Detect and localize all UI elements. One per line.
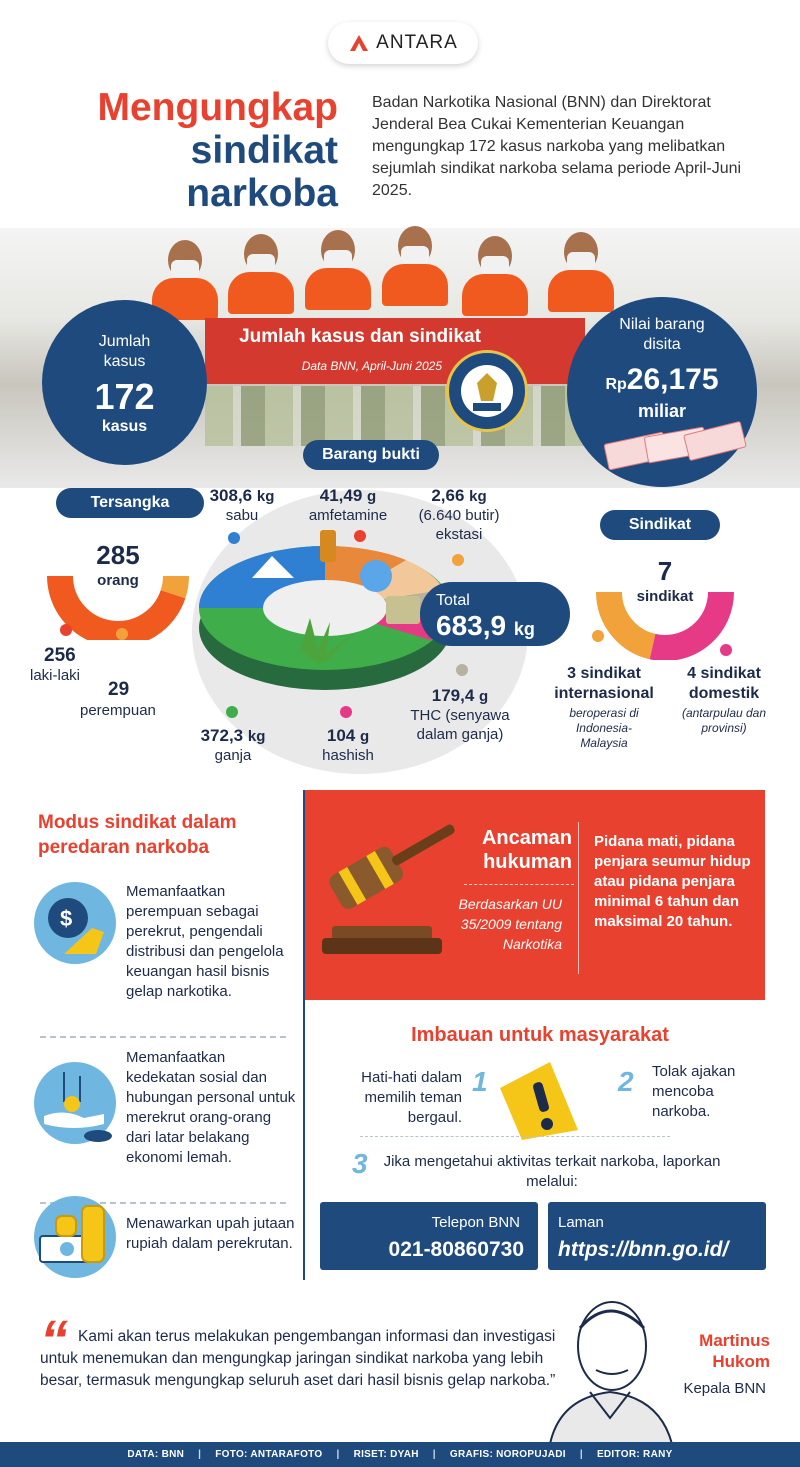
ekstasi-value: 2,66 [431, 486, 465, 505]
suspects-unit: orang [97, 572, 139, 589]
credit-graphic: GRAFIS: NOROPUJADI [449, 1449, 566, 1460]
suspects-total: 285 [96, 540, 140, 570]
domestic-note: (antarpulau dan provinsi) [681, 706, 767, 735]
syndicate-pill: Sindikat [600, 510, 720, 540]
credit-data: DATA: BNN [127, 1449, 185, 1460]
threat-penalty: Pidana mati, pidana penjara seumur hidup atau pidana penjara minimal 6 tahun dan maksimal 20 tahun. [594, 833, 751, 930]
suspect-figure [382, 226, 448, 306]
title-line-2: sindikat [190, 129, 338, 172]
amfetamine-unit: g [367, 488, 377, 505]
threat-divider [464, 884, 574, 885]
suspect-figure [228, 234, 294, 314]
credit-research: RISET: DYAH [353, 1449, 419, 1460]
amfetamine-value: 41,49 [319, 486, 363, 505]
web-link[interactable]: https://bnn.go.id/ [558, 1238, 729, 1261]
amfetamine-bottle-icon [320, 530, 336, 562]
syndicate-total: 7 [657, 556, 673, 586]
seized-value-label: Nilai barang disita [619, 316, 705, 353]
threat-law: Berdasarkan UU 35/2009 tentang Narkotika [458, 896, 562, 952]
money-heel-icon [34, 882, 116, 964]
web-label: Laman [558, 1214, 604, 1231]
total-unit: kg [513, 619, 535, 639]
logo-text: ANTARA [376, 32, 458, 53]
total-label: Total [436, 592, 470, 609]
phone-label: Telepon BNN [431, 1214, 520, 1231]
female-value: 29 [108, 679, 130, 700]
thc-label [405, 686, 515, 744]
gavel-icon [312, 808, 462, 968]
svg-text:$: $ [60, 906, 73, 931]
credits-footer [0, 1442, 800, 1467]
evidence-total [420, 582, 570, 646]
credit-separator: | [432, 1449, 436, 1460]
title-line-3: narkoba [186, 172, 338, 215]
modus-item-1: Memanfaatkan perempuan sebagai perekrut, pengendali distribusi dan pengelola keuangan hasil bisnis gelap narkotika. [126, 883, 284, 1000]
currency: Rp [605, 376, 627, 393]
ganja-value: 372,3 [200, 726, 244, 745]
seized-value-unit: miliar [637, 401, 687, 421]
sabu-unit: kg [256, 488, 275, 505]
sabu-value: 308,6 [209, 486, 253, 505]
advice-item-2: Tolak ajakan mencoba narkoba. [652, 1063, 736, 1120]
threat-title: Ancaman hukuman [481, 827, 572, 873]
cases-circle [42, 300, 207, 465]
credit-separator: | [579, 1449, 583, 1460]
total-value [436, 610, 535, 642]
female-label: perempuan [80, 702, 156, 719]
suspects-pill: Tersangka [56, 488, 204, 518]
ekstasi-marker [452, 554, 464, 566]
international-note: beroperasi di Indonesia-Malaysia [569, 706, 639, 750]
thc-marker [456, 664, 468, 676]
title-line-1: Mengungkap [97, 86, 338, 129]
ekstasi-unit: kg [469, 488, 487, 505]
domestic-title: 4 sindikat domestik [687, 665, 761, 702]
amfetamine-name: amfetamine [308, 507, 388, 524]
hashish-unit: g [359, 728, 370, 745]
sabu-marker [228, 532, 240, 544]
modus-item-2: Memanfaatkan kedekatan sosial dan hubungan personal untuk merekrut orang-orang dari latar belakang ekonomi lemah. [126, 1049, 296, 1166]
advice-title: Imbauan untuk masyarakat [411, 1024, 669, 1046]
bnn-seal-icon [446, 350, 528, 432]
evidence-pill: Barang bukti [303, 440, 439, 470]
syndicate-unit: sindikat [636, 588, 694, 605]
seized-value-amount [567, 363, 757, 397]
credit-separator: | [336, 1449, 340, 1460]
thc-value: 179,4 [431, 686, 475, 705]
international-syndicate [548, 664, 660, 751]
hashish-label [303, 726, 393, 765]
female-marker [116, 628, 128, 640]
coins-cash-icon [34, 1196, 116, 1278]
modus-title: Modus sindikat dalam peredaran narkoba [38, 812, 237, 858]
speaker-portrait [540, 1288, 680, 1444]
phone-number[interactable]: 021-80860730 [388, 1238, 524, 1261]
ganja-name: ganja [214, 747, 252, 764]
puppet-hand-icon [34, 1062, 116, 1144]
quote-text: Kami akan terus melakukan pengembangan informasi dan investigasi untuk menemukan dan mengungkap jaringan sindikat narkoba yang lebih besar, termasuk mengungkap seluruh aset dari hasil bisnis gelap narkoba.” [40, 1328, 556, 1389]
advice-item-3: Jika mengetahui aktivitas terkait narkoba, laporkan melalui: [383, 1153, 721, 1190]
male-marker [60, 624, 72, 636]
advice-item-1: Hati-hati dalam memilih teman bergaul. [361, 1069, 462, 1126]
suspect-figure [548, 232, 614, 312]
speaker-name: Martinus Hukom [699, 1331, 770, 1371]
total-number: 683,9 [436, 610, 507, 641]
international-marker [592, 630, 604, 642]
modus-divider [40, 1036, 286, 1038]
threat-separator [578, 822, 579, 974]
advice-number-1: 1 [472, 1066, 488, 1097]
amfetamine-marker [354, 530, 366, 542]
speaker-role: Kepala BNN [683, 1380, 766, 1397]
sabu-label [192, 486, 292, 525]
thc-name: THC (senyawa dalam ganja) [410, 707, 510, 743]
hashish-name: hashish [322, 747, 374, 764]
banner-title: Jumlah kasus dan sindikat [239, 326, 481, 347]
domestic-marker [720, 644, 732, 656]
international-title: 3 sindikat internasional [554, 665, 654, 702]
warning-sign-icon [492, 1058, 592, 1142]
intro-paragraph: Badan Narkotika Nasional (BNN) dan Direktorat Jenderal Bea Cukai Kementerian Keuangan mengungkap 172 kasus narkoba yang melibatkan sejumlah sindikat narkoba selama periode April-Juni 2025. [372, 94, 742, 199]
thc-unit: g [479, 688, 489, 705]
female-arc [173, 576, 176, 594]
domestic-syndicate [668, 664, 780, 736]
hashish-value: 104 [326, 726, 356, 745]
web-contact[interactable] [548, 1202, 766, 1270]
modus-item-3: Menawarkan upah jutaan rupiah dalam perekrutan. [126, 1215, 295, 1252]
suspect-figure [462, 236, 528, 316]
ekstasi-pill-icon [360, 560, 392, 592]
banknotes-icon [600, 420, 750, 470]
phone-contact[interactable] [320, 1202, 538, 1270]
cases-value: 172 [94, 376, 155, 417]
hashish-marker [340, 706, 352, 718]
advice-number-3: 3 [352, 1148, 368, 1179]
photo-people [0, 0, 800, 320]
suspect-figure [305, 230, 371, 310]
ganja-unit: kg [247, 728, 266, 745]
male-value: 256 [44, 645, 76, 666]
male-label: laki-laki [30, 667, 81, 684]
credit-photo: FOTO: ANTARAFOTO [215, 1449, 323, 1460]
banner-subtitle: Data BNN, April-Juni 2025 [301, 359, 442, 373]
ekstasi-name: (6.640 butir) ekstasi [418, 507, 500, 543]
amount: 26,175 [626, 363, 719, 396]
cases-unit: kasus [101, 418, 148, 435]
quote-mark-icon: “ [40, 1308, 68, 1371]
sabu-name: sabu [225, 507, 259, 524]
thc-bag-icon [386, 596, 420, 624]
ekstasi-label [404, 486, 514, 544]
amfetamine-label [296, 486, 400, 525]
cases-label: Jumlah kasus [98, 333, 151, 370]
credit-separator: | [198, 1449, 202, 1460]
seized-drug-packages [205, 386, 585, 446]
advice-number-2: 2 [618, 1066, 634, 1097]
ganja-marker [226, 706, 238, 718]
credit-editor: EDITOR: RANY [596, 1449, 673, 1460]
ganja-label [178, 726, 288, 765]
advice-divider [360, 1136, 670, 1137]
